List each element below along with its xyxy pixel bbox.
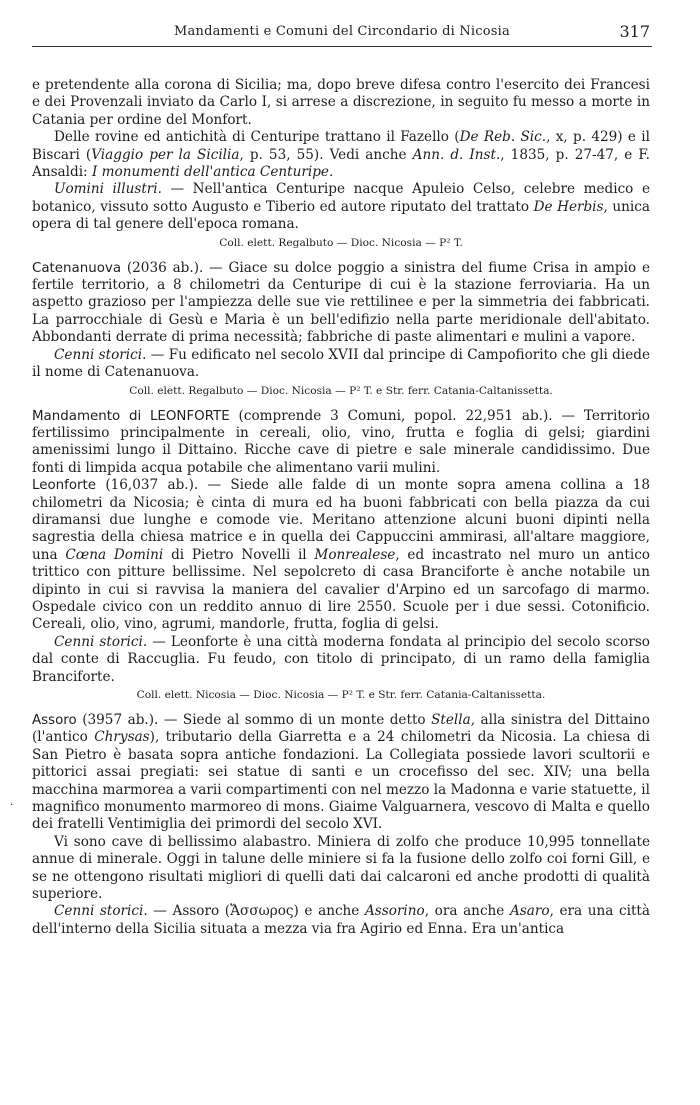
section-heading: Mandamento di LEONFORTE <box>32 408 230 424</box>
entry-assoro: Assoro (3957 ab.). — Siede al sommo di un monte detto Stella, alla sinistra del Dittaino (l'antico Chrysas), tributario della Giarretta e a 24 chilometri da Nicosia. La chiesa di San Pietro è basata sopra antiche fondazioni. La Collegiata possiede lavori scultorii e pittorici assai pregiati: sei statue di santi e un crocefisso del sec. XIV; una bella macchina marmorea a varii compartimenti con nel mezzo la Madonna e varie statuette, il magnifico monumento marmoreo di mons. Giaime Valguarnera, vescovo di Malta e quello dei fratelli Ventimiglia dei primordi del secolo XVI. <box>32 712 650 833</box>
running-header <box>32 18 652 47</box>
margin-mark: · <box>10 800 14 811</box>
coll-line-leonforte: Coll. elett. Nicosia — Dioc. Nicosia — P² T. e Str. ferr. Catania-Caltanissetta. <box>136 689 546 701</box>
cenni-catenanuova: Cenni storici. — Fu edificato nel secolo XVII dal principe di Campofiorito che gli diede il nome di Catenanuova. <box>32 346 650 381</box>
paragraph-uomini-illustri: Uomini illustri. — Nell'antica Centuripe nacque Apuleio Celso, celebre medico e botanico, vissuto sotto Augusto e Tiberio ed autore riputato del trattato De Herbis, unica opera di tal genere dell'epoca romana. <box>32 181 650 233</box>
cenni-leonforte: Cenni storici. — Leonforte è una città moderna fondata al principio del secolo scorso dal conte di Raccuglia. Fu feudo, con titolo di principato, di un ramo della famiglia Branciforte. <box>32 633 650 685</box>
entry-heading: Assoro <box>32 713 77 728</box>
paragraph-assoro-mining: Vi sono cave di bellissimo alabastro. Miniera di zolfo che produce 10,995 tonnellate annue di minerale. Oggi in talune delle miniere si fa la fusione dello zolfo coi forni Gill, e se ne ottengono risultati migliori di quelli dati dai calcaroni ed anche prodotti di qualità superiore. <box>32 833 650 903</box>
coll-line-catenanuova: Coll. elett. Regalbuto — Dioc. Nicosia — P² T. e Str. ferr. Catania-Caltanissetta. <box>129 384 553 397</box>
header-title: Mandamenti e Comuni del Circondario di Nicosia <box>174 24 510 39</box>
cenni-assoro: Cenni storici. — Assoro (Ἄσσωρος) e anche Assorino, ora anche Asaro, era una città dell'interno della Sicilia situata a mezza via fra Agirio ed Enna. Era un'antica <box>32 903 650 937</box>
entry-heading: Leonforte <box>32 478 97 494</box>
entry-heading: Catenanuova <box>32 260 122 276</box>
paragraph-conclusion: e pretendente alla corona di Sicilia; ma, dopo breve difesa contro l'esercito dei Francesi e dei Provenzali inviato da Carlo I, si arrese a discrezione, in seguito fu messo a morte in Catania per ordine del Monfort. <box>32 77 650 128</box>
coll-line-centuripe: Coll. elett. Regalbuto — Dioc. Nicosia — P² T. <box>219 236 463 249</box>
entry-mandamento-leonforte: Mandamento di LEONFORTE (comprende 3 Comuni, popol. 22,951 ab.). — Territorio fertilissimo principalmente in cereali, olio, vino, frutta e foglia di gelsi; giardini amenissimi lungo il Dittaino. Ricche cave di pietre e sale minerale candidissimo. Due fonti di limpida acqua potabile che alimentano varii mulini. <box>32 407 650 476</box>
page-body <box>32 77 650 938</box>
entry-catenanuova: Catenanuova (2036 ab.). — Giace su dolce poggio a sinistra del fiume Crisa in ampio e fertile territorio, a 8 chilometri da Centuripe di cui è la stazione ferroviaria. Ha un aspetto grazioso per l'ampiezza delle sue vie rettilinee e per la simmetria dei fabbricati. La parrocchiale di Gesù e Maria è un bell'edifizio nella parte meridionale dell'abitato. Abbondanti derrate di prima necessità; fabbriche di paste alimentari e mulini a vapore. <box>32 259 650 346</box>
page-number: 317 <box>619 22 650 41</box>
paragraph-references: Delle rovine ed antichità di Centuripe trattano il Fazello (De Reb. Sic., x, p. 429) e il Biscari (Viaggio per la Sicilia, p. 53, 55). Vedi anche Ann. d. Inst., 1835, p. 27-47, e F. Ansaldi: I monumenti dell'antica Centuripe. <box>32 129 651 181</box>
entry-leonforte: Leonforte (16,037 ab.). — Siede alle falde di un monte sopra amena collina a 18 chilometri da Nicosia; è cinta di mura ed ha buoni fabbricati con bella piazza da cui diramansi due lunghe e comode vie. Meritano attenzione alcuni buoni dipinti nella sagrestia della chiesa matrice e in quella dei Cappuccini ammirasi, all'altare maggiore, una Cœna Domini di Pietro Novelli il Monrealese, ed incastrato nel muro un antico trittico con pitture bellissime. Nel sepolcreto di casa Branciforte è anche notabile un dipinto in cui si ravvisa la maniera del cavalier d'Arpino ed un sarcofago di marmo. Ospedale civico con un reddito annuo di lire 2550. Scuole per i due sessi. Cotonificio. Cereali, olio, vino, agrumi, mandorle, frutta, foglia di gelsi. <box>32 477 650 633</box>
